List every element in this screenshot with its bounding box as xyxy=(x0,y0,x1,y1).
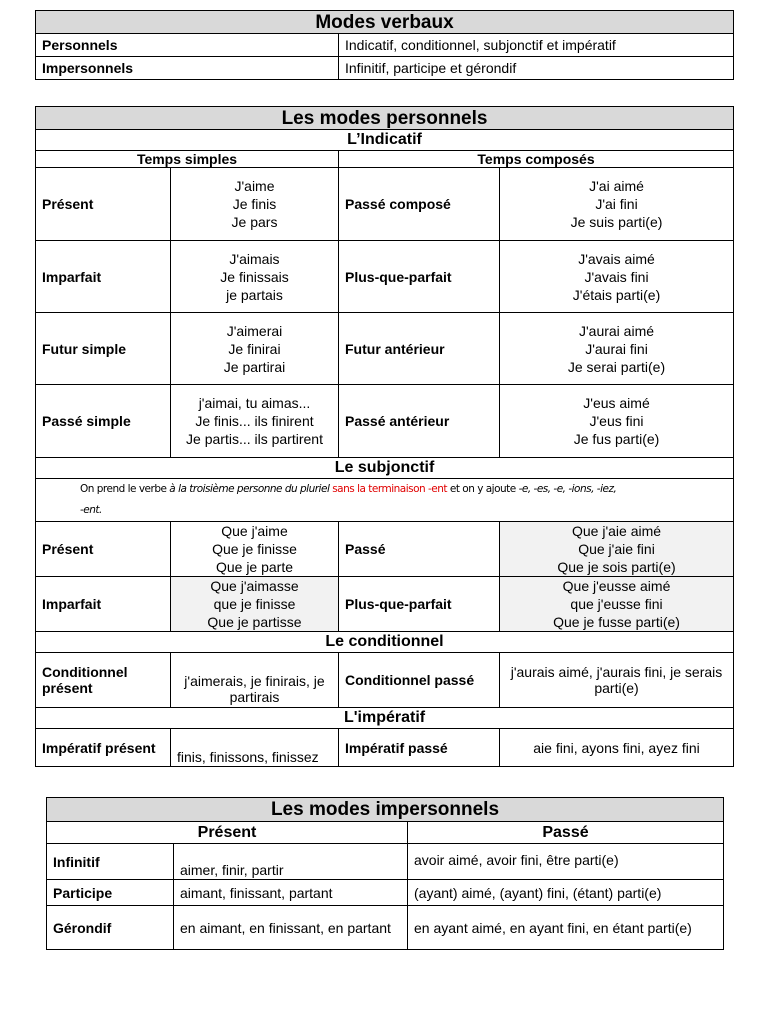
tense-label: Présent xyxy=(36,522,171,577)
tense-label: Impératif présent xyxy=(36,729,171,767)
table-row xyxy=(36,385,734,458)
table-row xyxy=(47,880,724,906)
row-value-impersonnels: Infinitif, participe et gérondif xyxy=(339,57,734,80)
tense-examples: J'eus aimé J'eus fini Je fus parti(e) xyxy=(500,385,734,458)
mode-label: Gérondif xyxy=(47,906,174,950)
mode-label: Participe xyxy=(47,880,174,906)
modes-impersonnels-table xyxy=(46,797,724,950)
tense-examples: J'aimerai Je finirai Je partirai xyxy=(171,313,339,385)
imperatif-title: L'impératif xyxy=(36,708,734,729)
tense-label: Conditionnel présent xyxy=(36,653,171,708)
mode-passe: (ayant) aimé, (ayant) fini, (étant) parti(e) xyxy=(408,880,724,906)
tense-label: Imparfait xyxy=(36,241,171,313)
table-row xyxy=(36,653,734,708)
subjonctif-rule-note: On prend le verbe à la troisième personne du pluriel sans la terminaison -ent et on y ajoute -e, -es, -e, -ions, -iez, -ent. xyxy=(36,479,734,522)
tense-examples: Que j'aie aimé Que j'aie fini Que je sois parti(e) xyxy=(500,522,734,577)
tense-examples: J'aimais Je finissais je partais xyxy=(171,241,339,313)
tense-label: Plus-que-parfait xyxy=(339,241,500,313)
tense-examples: J'aime Je finis Je pars xyxy=(171,168,339,241)
mode-present: en aimant, en finissant, en partant xyxy=(174,906,408,950)
tense-label: Passé composé xyxy=(339,168,500,241)
mode-present: aimer, finir, partir xyxy=(174,844,408,880)
header-temps-composes: Temps composés xyxy=(339,151,734,168)
row-label-personnels: Personnels xyxy=(36,34,339,57)
tense-examples: Que j'aime Que je finisse Que je parte xyxy=(171,522,339,577)
tense-examples: J'avais aimé J'avais fini J'étais parti(e) xyxy=(500,241,734,313)
table-row xyxy=(36,313,734,385)
table-row xyxy=(36,241,734,313)
modes-verbaux-table xyxy=(35,10,734,80)
tense-examples: finis, finissons, finissez xyxy=(171,729,339,767)
mode-label: Infinitif xyxy=(47,844,174,880)
mode-passe: avoir aimé, avoir fini, être parti(e) xyxy=(408,844,724,880)
tense-examples: J'ai aimé J'ai fini Je suis parti(e) xyxy=(500,168,734,241)
tense-label: Futur antérieur xyxy=(339,313,500,385)
tense-examples: Que j'eusse aimé que j'eusse fini Que je fusse parti(e) xyxy=(500,577,734,632)
row-value-personnels: Indicatif, conditionnel, subjonctif et impératif xyxy=(339,34,734,57)
table-row xyxy=(36,522,734,577)
tense-label: Conditionnel passé xyxy=(339,653,500,708)
table-row xyxy=(36,577,734,632)
subjonctif-title: Le subjonctif xyxy=(36,458,734,479)
tense-label: Présent xyxy=(36,168,171,241)
modes-personnels-title: Les modes personnels xyxy=(36,107,734,130)
tense-label: Plus-que-parfait xyxy=(339,577,500,632)
table-row xyxy=(36,168,734,241)
mode-present: aimant, finissant, partant xyxy=(174,880,408,906)
tense-label: Impératif passé xyxy=(339,729,500,767)
conditionnel-title: Le conditionnel xyxy=(36,632,734,653)
tense-examples: j'aurais aimé, j'aurais fini, je serais parti(e) xyxy=(500,653,734,708)
modes-verbaux-title: Modes verbaux xyxy=(36,11,734,34)
header-temps-simples: Temps simples xyxy=(36,151,339,168)
mode-passe: en ayant aimé, en ayant fini, en étant parti(e) xyxy=(408,906,724,950)
tense-label: Futur simple xyxy=(36,313,171,385)
tense-label: Imparfait xyxy=(36,577,171,632)
table-row xyxy=(47,844,724,880)
tense-label: Passé simple xyxy=(36,385,171,458)
indicatif-title: L’Indicatif xyxy=(36,130,734,151)
table-row xyxy=(36,729,734,767)
tense-examples: J'aurai aimé J'aurai fini Je serai parti(e) xyxy=(500,313,734,385)
modes-personnels-table xyxy=(35,106,734,767)
tense-examples: Que j'aimasse que je finisse Que je partisse xyxy=(171,577,339,632)
modes-impersonnels-title: Les modes impersonnels xyxy=(47,798,724,822)
tense-examples: j'aimerais, je finirais, je partirais xyxy=(171,653,339,708)
header-present: Présent xyxy=(47,822,408,844)
tense-examples: j'aimai, tu aimas... Je finis... ils finirent Je partis... ils partirent xyxy=(171,385,339,458)
tense-label: Passé xyxy=(339,522,500,577)
tense-examples: aie fini, ayons fini, ayez fini xyxy=(500,729,734,767)
row-label-impersonnels: Impersonnels xyxy=(36,57,339,80)
header-passe: Passé xyxy=(408,822,724,844)
table-row xyxy=(47,906,724,950)
tense-label: Passé antérieur xyxy=(339,385,500,458)
